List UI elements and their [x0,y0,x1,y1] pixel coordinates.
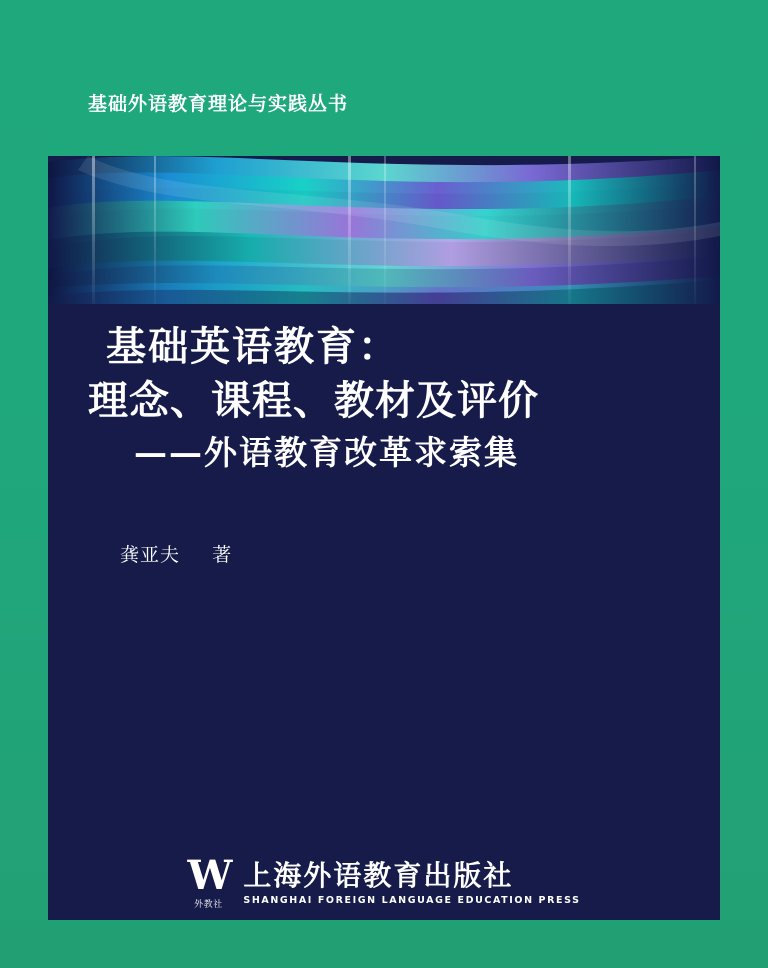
publisher-monogram: W [187,851,230,899]
publisher-name-cn: 上海外语教育出版社 [243,858,514,892]
author-role: 著 [212,544,233,566]
title-line-1: 基础英语教育： [106,323,400,370]
artwork-left-notch [0,156,48,304]
publisher-names [243,860,580,906]
publisher-logo-icon [187,851,230,910]
publisher-monogram-caption: 外教社 [194,899,223,910]
author-block [48,540,720,567]
series-title: 基础外语教育理论与实践丛书 [88,92,349,115]
artwork-right-notch [720,156,768,304]
series-band [48,48,720,156]
author-name: 龚亚夫 [120,544,181,566]
publisher-block [48,846,720,920]
title-line-3: ——外语教育改革求索集 [134,433,519,472]
title-line-2: 理念、课程、教材及评价 [88,377,539,424]
decorative-artwork [48,156,720,304]
book-title [48,320,720,478]
publisher-name-en: SHANGHAI FOREIGN LANGUAGE EDUCATION PRESS [243,895,581,907]
